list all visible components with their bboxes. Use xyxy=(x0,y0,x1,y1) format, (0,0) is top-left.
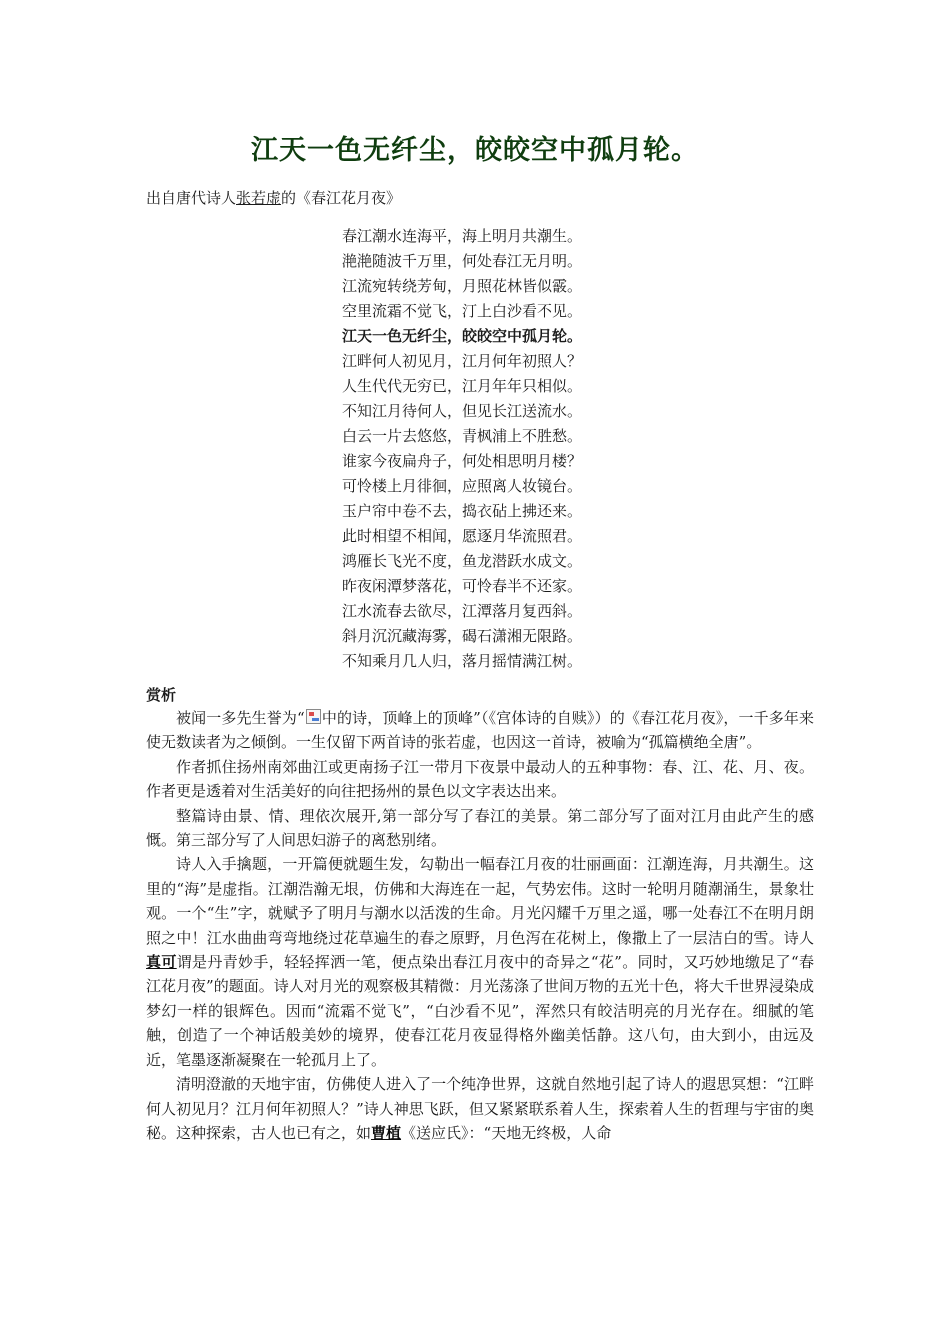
poem-line: 江水流春去欲尽，江潭落月复西斜。 xyxy=(342,602,583,620)
source-line xyxy=(146,186,401,210)
analysis-paragraph: 作者抓住扬州南郊曲江或更南扬子江一带月下夜景中最动人的五种事物：春、江、花、月、夜。作者更是透着对生活美好的向往把扬州的景色以文字表达出来。 xyxy=(146,757,814,801)
poem-line: 谁家今夜扁舟子，何处相思明月楼？ xyxy=(342,452,583,470)
text-run: 《送应氏》：“天地无终极，人命 xyxy=(401,1123,612,1142)
poem-line: 白云一片去悠悠，青枫浦上不胜愁。 xyxy=(342,427,583,445)
analysis-heading: 赏析 xyxy=(146,686,177,704)
text-run: 清明澄澈的天地宇宙，仿佛使人进入了一个纯净世界，这就自然地引起了诗人的遐思冥想：“江畔何人初见月？江月何年初照人？”诗人神思飞跃，但又紧紧联系着人生，探索着人生的哲理与宇宙的奥秘。这种探索，古人也已有之，如 xyxy=(146,1075,814,1142)
term-link[interactable]: 真可 xyxy=(146,953,177,972)
analysis-paragraph: 整篇诗由景、情、理依次展开,第一部分写了春江的美景。第二部分写了面对江月由此产生的感慨。第三部分写了人间思妇游子的离愁别绪。 xyxy=(146,806,814,850)
poet-link[interactable]: 曹植 xyxy=(371,1123,402,1142)
source-prefix: 出自唐代诗人 xyxy=(146,189,237,207)
text-run: 中的诗，顶峰上的顶峰”（《宫体诗的自赎》）的《春江花月夜》，一千多年来使无数读者为之倾倒。一生仅留下两首诗的张若虚，也因这一首诗，被喻为“孤篇横绝全唐”。 xyxy=(146,709,814,752)
page-title: 江天一色无纤尘，皎皎空中孤月轮。 xyxy=(251,135,699,166)
poem-line: 江畔何人初见月，江月何年初照人？ xyxy=(342,352,583,370)
poem-line: 昨夜闲潭梦落花，可怜春半不还家。 xyxy=(342,577,583,595)
poem-line: 空里流霜不觉飞，汀上白沙看不见。 xyxy=(342,302,583,320)
source-suffix: 的《春江花月夜》 xyxy=(281,189,402,207)
analysis-body xyxy=(146,706,814,1145)
broken-image-icon xyxy=(306,709,321,724)
analysis-paragraph xyxy=(146,706,814,755)
poem-line: 鸿雁长飞光不度，鱼龙潜跃水成文。 xyxy=(342,552,583,570)
text-run: 谓是丹青妙手，轻轻挥洒一笔，便点染出春江月夜中的奇异之“花”。同时，又巧妙地缴足了“春江花月夜”的题面。诗人对月光的观察极其精微：月光荡涤了世间万物的五光十色，将大千世界浸染成梦幻一样的银辉色。因而“流霜不觉飞”，“白沙看不见”，浑然只有皎洁明亮的月光存在。细腻的笔触，创造了一个神话般美妙的境界，使春江花月夜显得格外幽美恬静。这八句，由大到小，由远及近，笔墨逐渐凝聚在一轮孤月上了。 xyxy=(146,953,814,1069)
poem-line: 斜月沉沉藏海雾，碣石潇湘无限路。 xyxy=(342,627,583,645)
poem-line: 此时相望不相闻，愿逐月华流照君。 xyxy=(342,527,583,545)
poem-line: 滟滟随波千万里，何处春江无月明。 xyxy=(342,252,583,270)
author-link[interactable]: 张若虚 xyxy=(236,189,282,207)
analysis-paragraph xyxy=(146,852,814,1072)
poem-line: 不知乘月几人归，落月摇情满江树。 xyxy=(342,652,583,670)
text-run: 被闻一多先生誉为“ xyxy=(176,709,305,727)
poem-line: 不知江月待何人，但见长江送流水。 xyxy=(342,402,583,420)
poem-line: 玉户帘中卷不去，捣衣砧上拂还来。 xyxy=(342,502,583,520)
text-run: 诗人入手擒题，一开篇便就题生发，勾勒出一幅春江月夜的壮丽画面：江潮连海，月共潮生。这里的“海”是虚指。江潮浩瀚无垠，仿佛和大海连在一起，气势宏伟。这时一轮明月随潮涌生，景象壮观。一个“生”字，就赋予了明月与潮水以活泼的生命。月光闪耀千万里之遥，哪一处春江不在明月朗照之中！江水曲曲弯弯地绕过花草遍生的春之原野，月色泻在花树上，像撒上了一层洁白的雪。诗人 xyxy=(146,855,814,947)
poem-line: 江流宛转绕芳甸，月照花林皆似霰。 xyxy=(342,277,583,295)
poem-line-highlighted: 江天一色无纤尘，皎皎空中孤月轮。 xyxy=(342,327,583,345)
poem-line: 人生代代无穷已，江月年年只相似。 xyxy=(342,377,583,395)
analysis-paragraph xyxy=(146,1072,814,1145)
poem-line: 可怜楼上月徘徊，应照离人妆镜台。 xyxy=(342,477,583,495)
poem-line: 春江潮水连海平，海上明月共潮生。 xyxy=(342,227,583,245)
poem-text xyxy=(342,224,582,674)
